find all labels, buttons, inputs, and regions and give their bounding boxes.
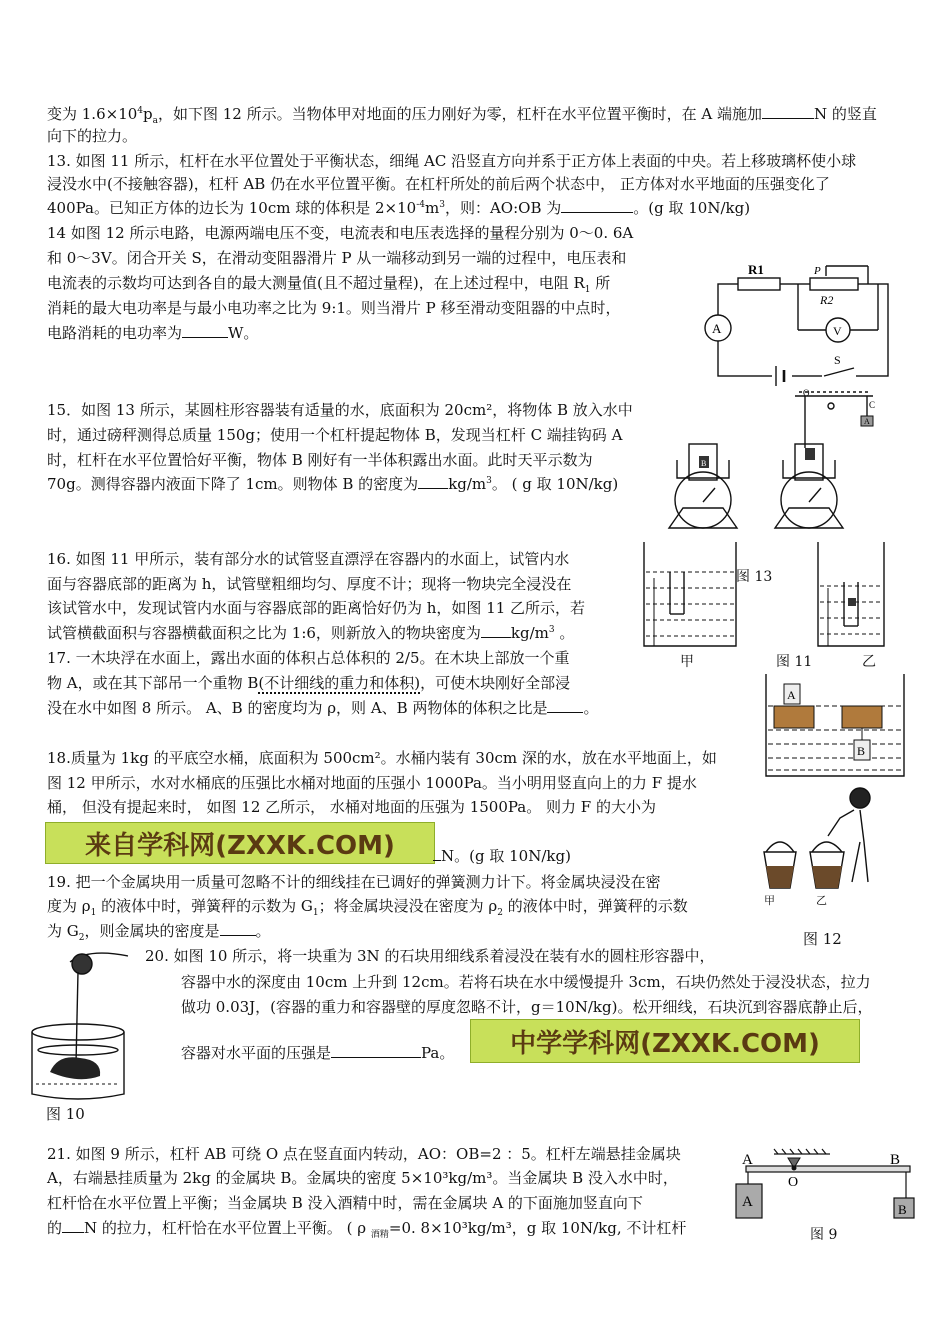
- answer-blank: [762, 104, 814, 119]
- label-a-top: A: [742, 1152, 753, 1168]
- label-o: O: [803, 388, 810, 398]
- q13-line-3: 400Pa。已知正方体的边长为 10cm 球的体积是 $2\times 10^{-4}m^3$，则：AO:OB 为 。(g 取 10N/kg): [47, 199, 751, 217]
- answer-blank: [418, 474, 448, 489]
- q16-line-1: 16. 如图 11 甲所示，装有部分水的试管竖直漂浮在容器内的水面上，试管内水: [47, 550, 570, 568]
- q14-line-3: 电流表的示数均可达到各自的最大测量值(且不超过量程)，在上述过程中，电阻 $R_1$ 所: [47, 274, 611, 295]
- q13-line-1: 13. 如图 11 所示，杠杆在水平位置处于平衡状态，细绳 AC 沿竖直方向并系于正方体上表面的中央。若上移玻璃杯使小球: [47, 152, 857, 170]
- label-b-block: B: [898, 1202, 907, 1217]
- label-switch: S: [834, 353, 841, 367]
- label-r1: R1: [748, 262, 764, 277]
- q17-line-3: 没在水中如图 8 所示。 A、B 的密度均为 ρ，则 A、B 两物体的体积之比是 。: [47, 699, 599, 717]
- q16-line-2: 面与容器底部的距离为 h，试管壁粗细均匀、厚度不计；现将一物块完全浸没在: [47, 575, 572, 593]
- q18-line-4: N。(g 取 10N/kg): [441, 847, 571, 865]
- fig10-caption: 图 10: [46, 1105, 85, 1123]
- answer-blank: [220, 921, 256, 936]
- label-a: A: [787, 688, 796, 702]
- answer-blank: [182, 323, 228, 338]
- fig11-caption: 图 11: [776, 654, 813, 670]
- fig13-caption: 图 13: [736, 569, 773, 585]
- fig11-caption-jia: 甲: [680, 654, 694, 670]
- answer-blank: [62, 1218, 84, 1233]
- q14-line-2: 和 0～3V。闭合开关 S，在滑动变阻器滑片 P 从一端移动到另一端的过程中，电压表和: [47, 249, 627, 267]
- answer-blank: [547, 698, 583, 713]
- label-voltmeter: V: [833, 324, 842, 338]
- test-tube-figure: [640, 542, 890, 650]
- q20-line-1: 20. 如图 10 所示，将一块重为 3N 的石块用细线系着浸没在装有水的圆柱形容器中，: [145, 947, 715, 965]
- bucket-figure: [756, 782, 896, 894]
- fig9-caption: 图 9: [810, 1227, 838, 1243]
- fig12-caption: 图 12: [803, 930, 842, 948]
- q21-line-3: 杠杆恰在水平位置上平衡；当金属块 B 没入酒精中时，需在金属块 A 的下面施加竖直向下: [47, 1194, 643, 1212]
- q12-line-1: 变为 $1.6\times 10^4p_a$，如下图 12 所示。当物体甲对地面的压力刚好为零，杠杆在水平位置平衡时，在 A 端施加 N 的竖直: [47, 105, 877, 126]
- q14-line-1: 14 如图 12 所示电路，电源两端电压不变，电流表和电压表选择的量程分别为 0～0. 6A: [47, 224, 634, 242]
- wood-block-figure: [764, 674, 908, 778]
- q19-line-3: 为 $G_2$，则金属块的密度是 。: [47, 922, 271, 943]
- q21-line-4: 的 N 的拉力，杠杆恰在水平位置上平衡。 ( ρ $_{酒精}$=0. 8×10³kg/m³，g 取 10N/kg, 不计杠杆: [47, 1219, 687, 1240]
- q15-line-2: 时，通过磅秤测得总质量 150g；使用一个杠杆提起物体 B，发现当杠杆 C 端挂钩码 A: [47, 426, 623, 444]
- lever-figure: [730, 1148, 920, 1224]
- q20-line-3: 做功 0.03J，(容器的重力和容器壁的厚度忽略不计，g＝10N/kg)。松开细线，石块沉到容器底静止后，: [181, 998, 873, 1016]
- q19-line-2: 度为 $\rho_1$ 的液体中时，弹簧秤的示数为 $G_1$；将金属块浸没在密度为 $\rho_2$ 的液体中时，弹簧秤的示数: [47, 897, 688, 918]
- label-a-block: A: [742, 1194, 753, 1210]
- q20-line-2: 容器中水的深度由 10cm 上升到 12cm。若将石块在水中缓慢提升 3cm，石块仍然处于浸没状态，拉力: [181, 973, 871, 991]
- q12-line-2: 向下的拉力。: [47, 127, 138, 145]
- scale-figure: [655, 388, 885, 538]
- label-b: B: [857, 744, 866, 758]
- q16-line-3: 该试管水中，发现试管内水面与容器底部的距离恰好仍为 h，如图 11 乙所示，若: [47, 599, 586, 617]
- q18-line-1: 18.质量为 1kg 的平底空水桶，底面积为 500cm²。水桶内装有 30cm 深的水，放在水平地面上，如: [47, 749, 717, 767]
- label-r2: R2: [820, 293, 834, 307]
- q19-line-1: 19. 把一个金属块用一质量可忽略不计的细线挂在已调好的弹簧测力计下。将金属块浸没在密: [47, 873, 661, 891]
- label-b-top: B: [890, 1152, 901, 1168]
- label-o: O: [788, 1175, 799, 1190]
- label-a: A: [864, 417, 870, 426]
- beaker-figure: [28, 946, 140, 1102]
- q14-line-5: 电路消耗的电功率为 W。: [47, 324, 259, 342]
- label-c: C: [869, 400, 876, 410]
- q14-line-4: 消耗的最大电功率是与最小电功率之比为 9:1。则当滑片 P 移至滑动变阻器的中点时，: [47, 299, 621, 317]
- answer-blank: [331, 1043, 421, 1058]
- q21-line-1: 21. 如图 9 所示，杠杆 AB 可绕 O 点在竖直面内转动，AO：OB=2 ：5。杠杆左端悬挂金属块: [47, 1145, 681, 1163]
- q18-line-3: 桶， 但没有提起来时， 如图 12 乙所示， 水桶对地面的压强为 1500Pa。 则力 F 的大小为: [47, 798, 656, 816]
- fig11-caption-yi: 乙: [862, 654, 876, 670]
- q17-line-1: 17. 一木块浮在水面上，露出水面的体积占总体积的 2/5。在木块上部放一个重: [47, 649, 570, 667]
- answer-blank: [561, 198, 633, 213]
- fig12-jia: 甲: [764, 894, 775, 907]
- fig12-yi: 乙: [816, 894, 827, 907]
- q17-line-2: 物 A，或在其下部吊一个重物 B(不计细线的重力和体积)，可使木块刚好全部浸: [47, 674, 571, 692]
- q15-line-3: 时，杠杆在水平位置恰好平衡，物体 B 刚好有一半体积露出水面。此时天平示数为: [47, 451, 593, 469]
- q15-line-1: 15．如图 13 所示，某圆柱形容器装有适量的水，底面积为 20cm²，将物体 B 放入水中: [47, 401, 633, 419]
- watermark-banner-1: 来自学科网(ZXXK.COM): [45, 822, 435, 864]
- q18-line-2: 图 12 甲所示，水对水桶底的压强比水桶对地面的压强小 1000Pa。当小明用竖直向上的力 F 提水: [47, 774, 697, 792]
- circuit-diagram: [688, 262, 900, 388]
- q21-line-2: A，右端悬挂质量为 2kg 的金属块 B。金属块的密度 5×10³kg/m³。当金属块 B 没入水中时，: [47, 1169, 678, 1187]
- label-p: P: [814, 265, 821, 277]
- label-ammeter: A: [712, 321, 722, 336]
- q16-line-4: 试管横截面积与容器横截面积之比为 1:6，则新放入的物块密度为 $kg/m^3$ 。: [47, 624, 575, 642]
- q15-line-4: 70g。测得容器内液面下降了 1cm。则物体 B 的密度为 $kg/m^3$。 ( g 取 10N/kg): [47, 475, 619, 493]
- answer-blank: [433, 846, 441, 861]
- label-b-left: B: [701, 459, 707, 468]
- q20-line-4: 容器对水平面的压强是 Pa。: [181, 1044, 455, 1062]
- watermark-banner-2: 中学学科网(ZXXK.COM): [470, 1019, 860, 1063]
- answer-blank: [481, 623, 511, 638]
- q13-line-2: 浸没水中(不接触容器)，杠杆 AB 仍在水平位置平衡。在杠杆所处的前后两个状态中， 正方体对水平地面的压强变化了: [47, 175, 830, 193]
